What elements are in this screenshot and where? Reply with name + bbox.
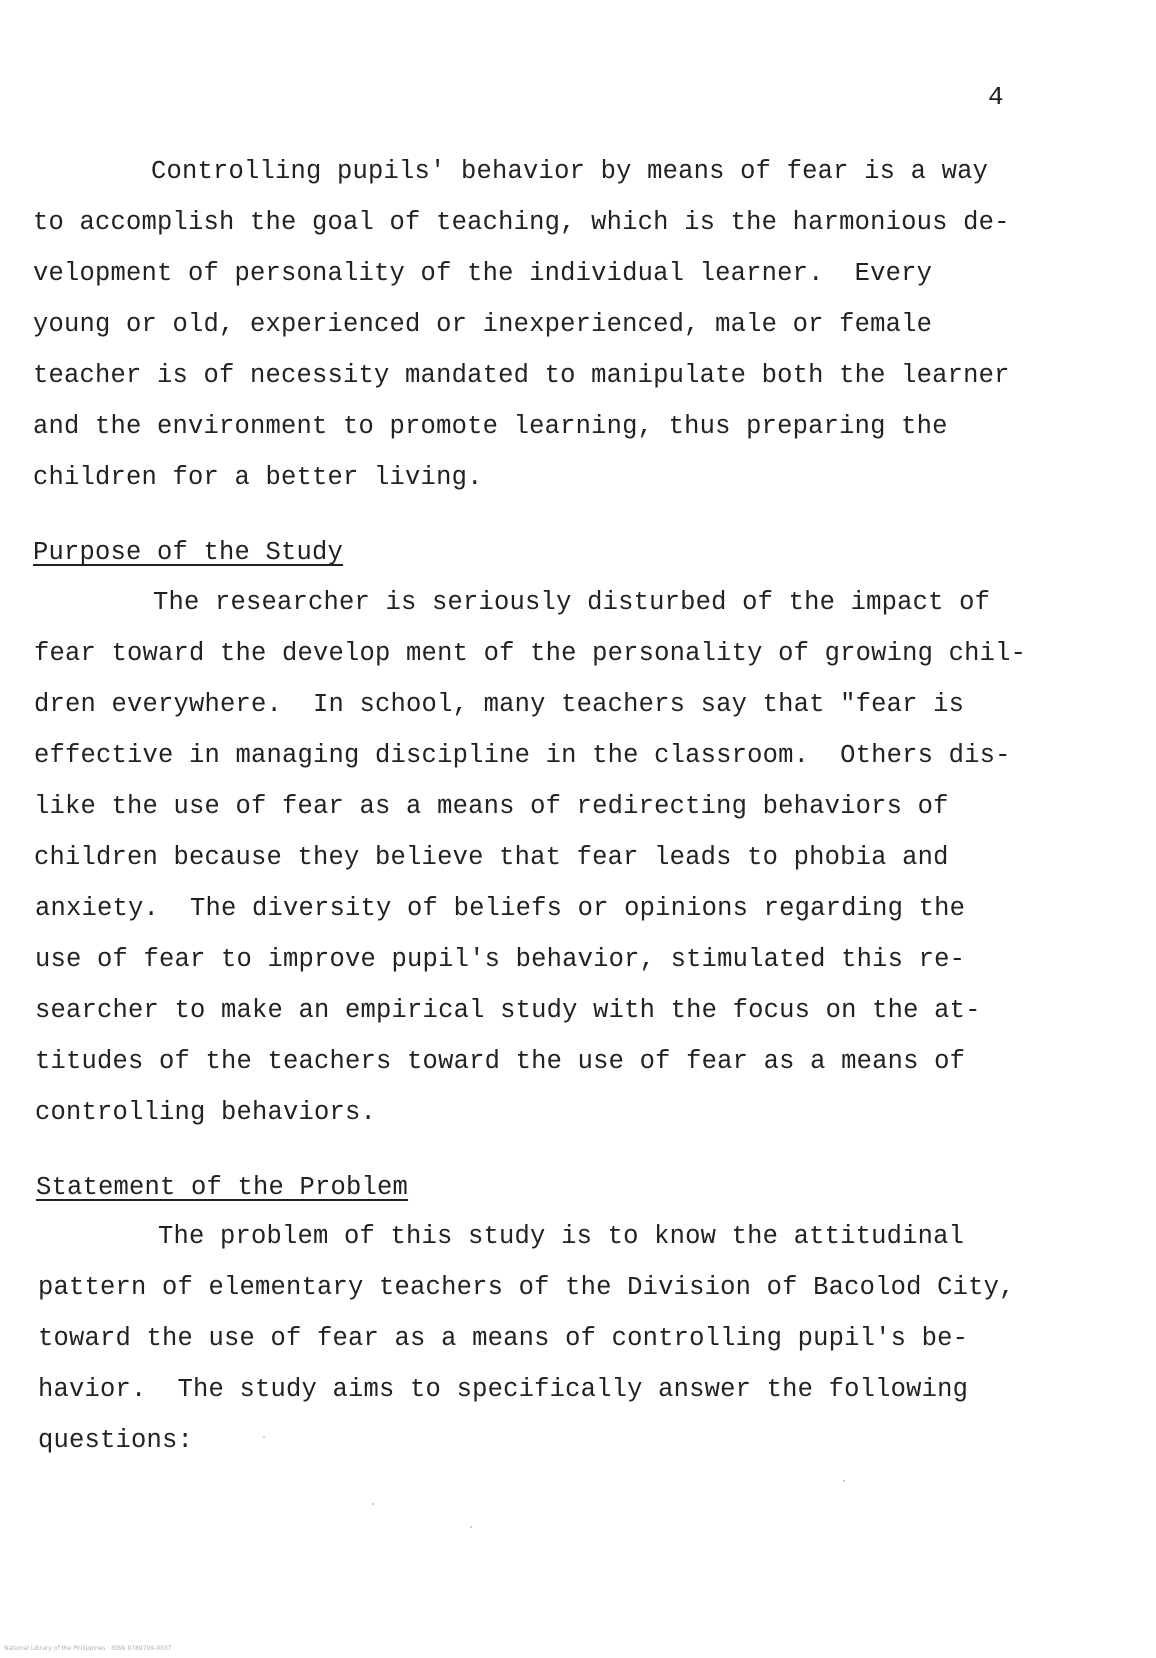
purpose-line: controlling behaviors.: [35, 1098, 377, 1127]
purpose-line: titudes of the teachers toward the use of fear as a means of: [35, 1047, 966, 1076]
scan-speck: [372, 1503, 374, 1505]
purpose-line: use of fear to improve pupil's behavior, stimulated this re-: [35, 945, 966, 974]
section-heading-problem: Statement of the Problem: [36, 1173, 409, 1202]
scan-speck: [470, 1526, 472, 1528]
scan-speck: [263, 1436, 265, 1438]
page-number: 4: [988, 82, 1004, 112]
problem-line: The problem of this study is to know the attitudinal: [158, 1222, 965, 1251]
intro-line: children for a better living.: [33, 463, 483, 492]
intro-line: velopment of personality of the individual learner. Every: [33, 259, 933, 288]
section-heading-purpose: Purpose of the Study: [33, 538, 344, 567]
purpose-line: fear toward the develop ment of the personality of growing chil-: [34, 639, 1027, 668]
purpose-line: The researcher is seriously disturbed of the impact of: [153, 588, 991, 617]
intro-line: to accomplish the goal of teaching, which is the harmonious de-: [33, 208, 1010, 237]
purpose-line: dren everywhere. In school, many teachers say that "fear is: [34, 690, 965, 719]
intro-line: teacher is of necessity mandated to manipulate both the learner: [33, 361, 1010, 390]
purpose-line: anxiety. The diversity of beliefs or opinions regarding the: [35, 894, 966, 923]
intro-line: Controlling pupils' behavior by means of fear is a way: [151, 157, 989, 186]
purpose-line: searcher to make an empirical study with the focus on the at-: [35, 996, 981, 1025]
intro-line: and the environment to promote learning, thus preparing the: [33, 412, 948, 441]
problem-line: questions:: [38, 1426, 194, 1455]
purpose-line: effective in managing discipline in the classroom. Others dis-: [34, 741, 1011, 770]
purpose-line: like the use of fear as a means of redirecting behaviors of: [34, 792, 949, 821]
purpose-line: children because they believe that fear leads to phobia and: [34, 843, 949, 872]
problem-line: havior. The study aims to specifically answer the following: [38, 1375, 969, 1404]
intro-line: young or old, experienced or inexperienced, male or female: [33, 310, 933, 339]
problem-line: toward the use of fear as a means of controlling pupil's be-: [38, 1324, 969, 1353]
scan-speck: [843, 1480, 845, 1482]
scan-footer: National Library of the Philippines · ISBN 9789709-0037: [4, 1645, 172, 1652]
problem-line: pattern of elementary teachers of the Division of Bacolod City,: [38, 1273, 1015, 1302]
